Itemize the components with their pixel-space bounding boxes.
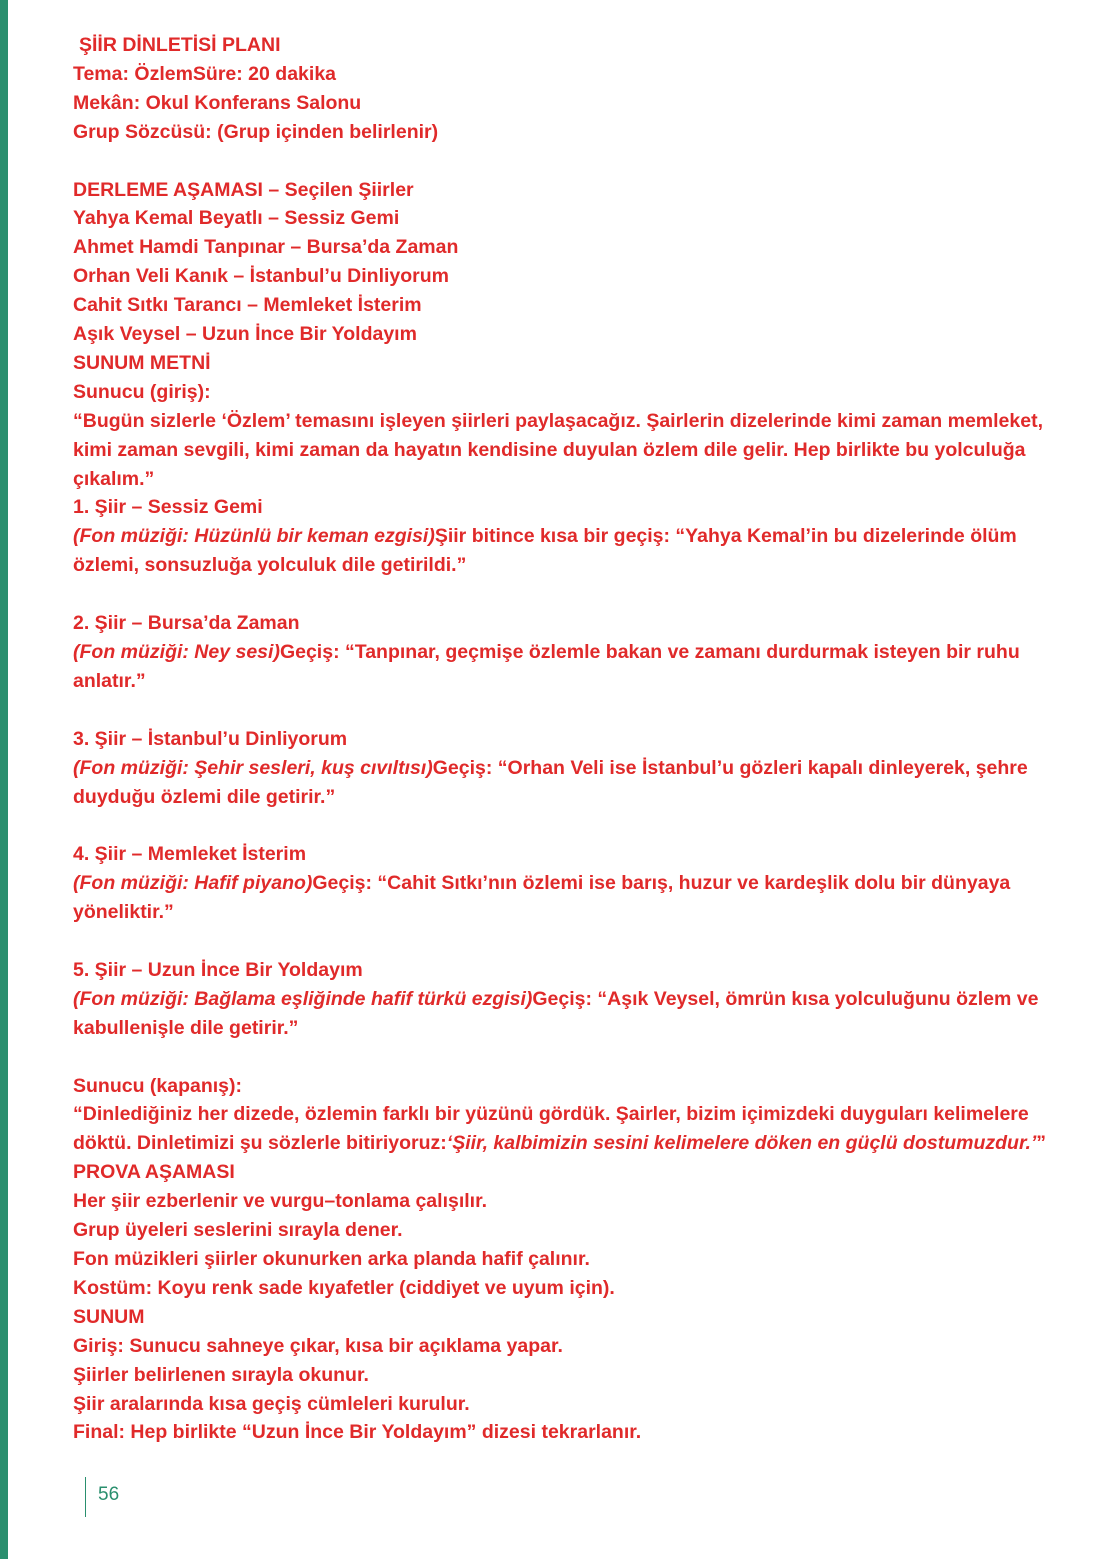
sunum-item: Şiir aralarında kısa geçiş cümleleri kurulur. [73,1392,470,1415]
header-spokesperson: Grup Sözcüsü: (Grup içinden belirlenir) [73,120,439,143]
poem-list-item: Ahmet Hamdi Tanpınar – Bursa’da Zaman [73,236,459,259]
section-title: 4. Şiir – Memleket İsterim [73,843,307,866]
section-music: (Fon müziği: Bağlama eşliğinde hafif türkü ezgisi) [73,987,533,1010]
section-transition: Geçiş: “Cahit Sıtkı’nın özlemi ise barış, huzur ve kardeşlik dolu bir dünyaya yöneliktir.” [73,872,1011,924]
section-title: 3. Şiir – İstanbul’u Dinliyorum [73,727,348,750]
prova-heading: PROVA AŞAMASI [73,1161,235,1184]
poem-list-item: Aşık Veysel – Uzun İnce Bir Yoldayım [73,323,417,346]
section-music: (Fon müziği: Şehir sesleri, kuş cıvıltısı) [73,756,433,779]
sunum-item: Giriş: Sunucu sahneye çıkar, kısa bir açıklama yapar. [73,1334,563,1357]
section-title: 2. Şiir – Bursa’da Zaman [73,612,300,635]
closing-text: “Dinlediğiniz her dizede, özlemin farklı bir yüzünü gördük. Şairler, bizim içimizdeki duyguları kelimelere döktü. Dinletimizi şu sözlerle bitiriyoruz: [73,1103,1029,1155]
page-title: ŞİİR DİNLETİSİ PLANI [79,34,281,56]
poem-list-item: Cahit Sıtkı Tarancı – Memleket İsterim [73,294,422,317]
closing-paragraph [73,1100,1083,1158]
sunum-heading: SUNUM [73,1305,145,1328]
poem-list-item: Yahya Kemal Beyatlı – Sessiz Gemi [73,207,400,230]
section-transition: Şiir bitince kısa bir geçiş: “Yahya Kemal’in bu dizelerinde ölüm özlemi, sonsuzluğa yolculuk dile getirildi.” [73,525,1017,577]
closing-quote: ‘Şiir, kalbimizin sesini kelimelere döken en güçlü dostumuzdur.’ [446,1132,1037,1155]
document-body [73,31,1083,1447]
prova-item: Grup üyeleri seslerini sırayla dener. [73,1219,403,1242]
closing-label: Sunucu (kapanış): [73,1074,243,1097]
intro-text: “Bugün sizlerle ‘Özlem’ temasını işleyen şiirleri paylaşacağız. Şairlerin dizelerinde kimi zaman memleket, kimi zaman sevgili, kimi zaman da hayatın kendisine duyulan özlem dile gelir. Hep birlikte bu yolculuğa çıkalım.” [73,409,1043,490]
section-body [73,985,1083,1043]
prova-item: Kostüm: Koyu renk sade kıyafetler (ciddiyet ve uyum için). [73,1276,615,1299]
intro-label: Sunucu (giriş): [73,380,211,403]
section-transition: Geçiş: “Aşık Veysel, ömrün kısa yolculuğunu özlem ve kabullenişle dile getirir.” [73,987,1039,1039]
section-title: 1. Şiir – Sessiz Gemi [73,496,263,519]
prova-item: Her şiir ezberlenir ve vurgu–tonlama çalışılır. [73,1190,488,1213]
section-transition: Geçiş: “Tanpınar, geçmişe özlemle bakan ve zamanı durdurmak isteyen bir ruhu anlatır.” [73,641,1020,692]
poem-list-item: Orhan Veli Kanık – İstanbul’u Dinliyorum [73,265,449,288]
section-music: (Fon müziği: Hafif piyano) [73,872,313,895]
header-theme-duration: Tema: ÖzlemSüre: 20 dakika [73,62,337,85]
prova-item: Fon müzikleri şiirler okunurken arka planda hafif çalınır. [73,1247,590,1270]
section-body [73,869,1083,927]
side-accent-bar [0,0,8,1559]
section-music: (Fon müziği: Hüzünlü bir keman ezgisi) [73,525,435,548]
closing-end: ” [1036,1132,1047,1155]
derleme-heading: DERLEME AŞAMASI – Seçilen Şiirler [73,178,414,201]
section-title: 5. Şiir – Uzun İnce Bir Yoldayım [73,958,363,981]
section-body [73,754,1083,812]
section-music: (Fon müziği: Ney sesi) [73,641,280,663]
sunum-item: Şiirler belirlenen sırayla okunur. [73,1363,369,1386]
header-venue: Mekân: Okul Konferans Salonu [73,91,362,114]
page-number: 56 [98,1484,120,1505]
sunum-item: Final: Hep birlikte “Uzun İnce Bir Yoldayım” dizesi tekrarlanır. [73,1421,642,1444]
section-transition: Geçiş: “Orhan Veli ise İstanbul’u gözleri kapalı dinleyerek, şehre duyduğu özlemi dile getirir.” [73,756,1028,808]
sunum-metni-heading: SUNUM METNİ [73,351,211,374]
section-body [73,638,1083,696]
section-body [73,522,1083,580]
page-number-divider [85,1477,86,1517]
